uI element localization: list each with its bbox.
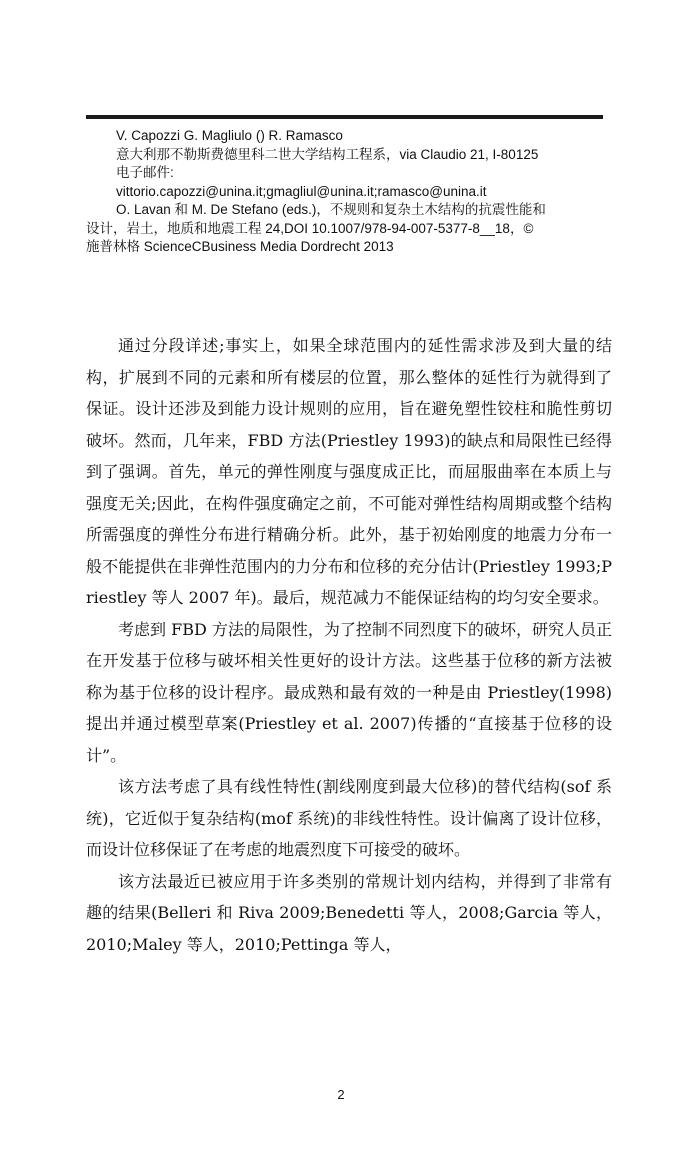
paragraph-4: 该方法最近已被应用于许多类别的常规计划内结构，并得到了非常有趣的结果(Belleri 和 Riva 2009;Benedetti 等人，2008;Garcia 等人，2010;Maley 等人，2010;Pettinga 等人，: [86, 871, 612, 954]
paragraph-3: 该方法考虑了具有线性特性(割线刚度到最大位移)的替代结构(sof 系统)，它近似于复杂结构(mof 系统)的非线性特性。设计偏离了设计位移，而设计位移保证了在考虑的地震烈度下可接受的破坏。: [86, 777, 612, 859]
footnote-email-label: 电子邮件:: [116, 165, 174, 180]
footnote-citation-line1: O. Lavan 和 M. De Stefano (eds.)，不规则和复杂土木结构的抗震性能和: [116, 202, 546, 217]
paragraph-1: 通过分段详述;事实上，如果全球范围内的延性需求涉及到大量的结构，扩展到不同的元素和所有楼层的位置，那么整体的延性行为就得到了保证。设计还涉及到能力设计规则的应用，旨在避免塑性铰柱和脆性剪切破坏。然而，几年来，FBD 方法(Priestley 1993)的缺点和局限性已经得到了强调。首先，单元的弹性刚度与强度成正比，而屈服曲率在本质上与强度无关;因此，在构件强度确定之前，不可能对弹性结构周期或整个结构所需强度的弹性分布进行精确分析。此外，基于初始刚度的地震力分布一般不能提供在非弹性范围内的力分布和位移的充分估计(Priestley 1993;Priestley 等人 2007 年)。最后，规范减力不能保证结构的均匀安全要求。: [86, 336, 612, 607]
body-text: [86, 330, 612, 960]
footnote-emails: vittorio.capozzi@unina.it;gmagliul@unina.it;ramasco@unina.it: [116, 183, 487, 199]
footnote-citation-line3: 施普林格 ScienceCBusiness Media Dordrecht 2013: [86, 239, 394, 254]
footnote-separator-rule: [86, 115, 603, 119]
footnote-authors: V. Capozzi G. Magliulo () R. Ramasco: [116, 128, 343, 143]
footnote-block: [86, 127, 606, 257]
page-number: 2: [337, 1087, 345, 1102]
footnote-affiliation: 意大利那不勒斯费德里科二世大学结构工程系，via Claudio 21, I-80125: [116, 146, 539, 162]
paragraph-2: 考虑到 FBD 方法的局限性，为了控制不同烈度下的破坏，研究人员正在开发基于位移与破坏相关性更好的设计方法。这些基于位移的新方法被称为基于位移的设计程序。最成熟和最有效的一种是由 Priestley(1998)提出并通过模型草案(Priestley et al. 2007)传播的“直接基于位移的设计”。: [86, 619, 612, 765]
footnote-citation-line2: 设计，岩土，地质和地震工程 24,DOI 10.1007/978-94-007-5377-8__18，©: [86, 220, 534, 236]
